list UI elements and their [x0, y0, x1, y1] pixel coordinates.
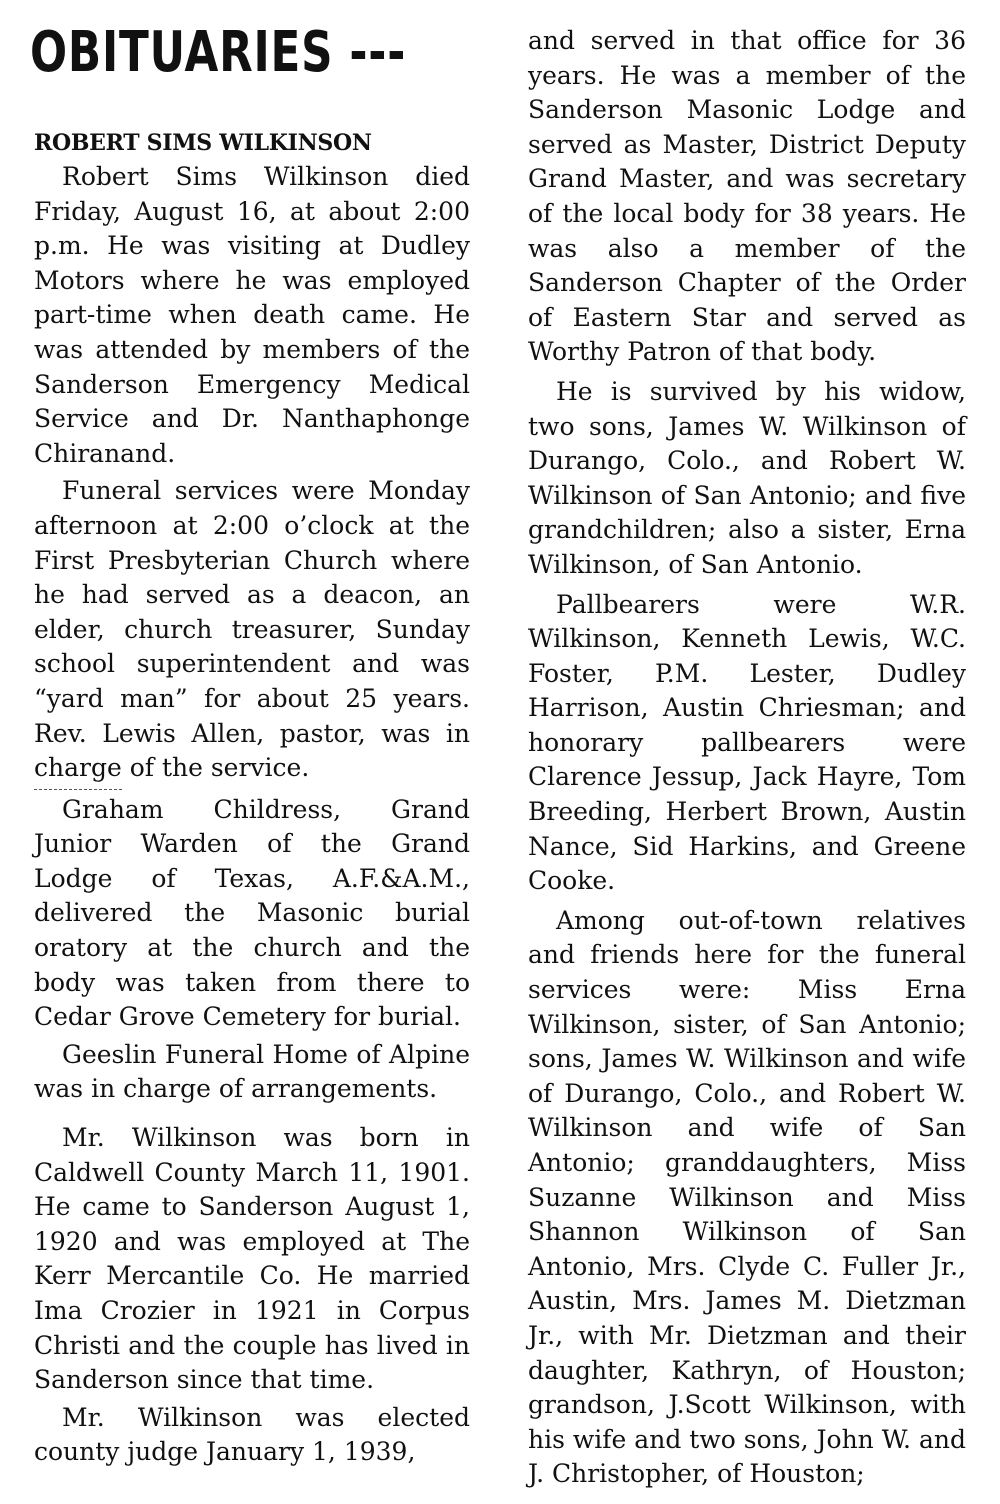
- left-column: [30, 0, 470, 1473]
- paragraph-funeral: Funeral services were Monday afternoon at 2:00 o’clock at the First Presbyterian Church where he had served as a deacon, an elder, church treasurer, Sunday school superintendent and was “yard man” for about 25 years. Rev. Lewis Allen, pastor, was in charge of the service.: [34, 476, 470, 783]
- paragraph-pallbearers: Pallbearers were W.R. Wilkinson, Kenneth Lewis, W.C. Foster, P.M. Lester, Dudley Harrison, Austin Chriesman; and honorary pallbearers were Clarence Jessup, Jack Hayre, Tom Breeding, Herbert Brown, Austin Nance, Sid Harkins, and Greene Cooke.: [528, 589, 966, 896]
- paragraph-survivors: He is survived by his widow, two sons, James W. Wilkinson of Durango, Colo., and Robert W. Wilkinson of San Antonio; and five grandchildren; also a sister, Erna Wilkinson, of San Antonio.: [528, 376, 966, 579]
- paragraph-masonic: Graham Childress, Grand Junior Warden of the Grand Lodge of Texas, A.F.&A.M., delivered the Masonic burial oratory at the church and the body was taken from there to Cedar Grove Cemetery for burial.: [34, 794, 470, 1032]
- paragraph-judge: Mr. Wilkinson was elected county judge January 1, 1939,: [34, 1402, 470, 1467]
- obituary-name: ROBERT SIMS WILKINSON: [34, 130, 372, 156]
- paragraph-relatives: Among out-of-town relatives and friends here for the funeral services were: Miss Erna Wilkinson, sister, of San Antonio; sons, James W. Wilkinson and wife of Durango, Colo., and Robert W. Wilkinson and wife of San Antonio; granddaughters, Miss Suzanne Wilkinson and Miss Shannon Wilkinson of San Antonio, Mrs. Clyde C. Fuller Jr., Austin, Mrs. James M. Dietzman Jr., with Mr. Dietzman and their daughter, Kathryn, of Houston; grandson, J.Scott Wilkinson, with his wife and two sons, John W. and J. Christopher, of Houston;: [528, 905, 966, 1489]
- divider-rule: [34, 789, 122, 791]
- paragraph-death: Robert Sims Wilkinson died Friday, August 16, at about 2:00 p.m. He was visiting at Dudley Motors where he was employed part-time when death came. He was attended by members of the Sanderson Emergency Medical Service and Dr. Nanthaphonge Chiranand.: [34, 162, 470, 468]
- paragraph-service-continued: and served in that office for 36 years. He was a member of the Sanderson Masonic Lodge and served as Master, District Deputy Grand Master, and was secretary of the local body for 38 years. He was also a member of the Sanderson Chapter of the Order of Eastern Star and served as Worthy Patron of that body.: [528, 26, 966, 367]
- headline: OBITUARIES ---: [30, 20, 407, 85]
- paragraph-biography: Mr. Wilkinson was born in Caldwell County March 11, 1901. He came to Sanderson August 1, 1920 and was employed at The Kerr Mercantile Co. He married Ima Crozier in 1921 in Corpus Christi and the couple has lived in Sanderson since that time.: [34, 1123, 470, 1395]
- right-column: [528, 24, 966, 1497]
- paragraph-arrangements: Geeslin Funeral Home of Alpine was in charge of arrangements.: [34, 1039, 470, 1104]
